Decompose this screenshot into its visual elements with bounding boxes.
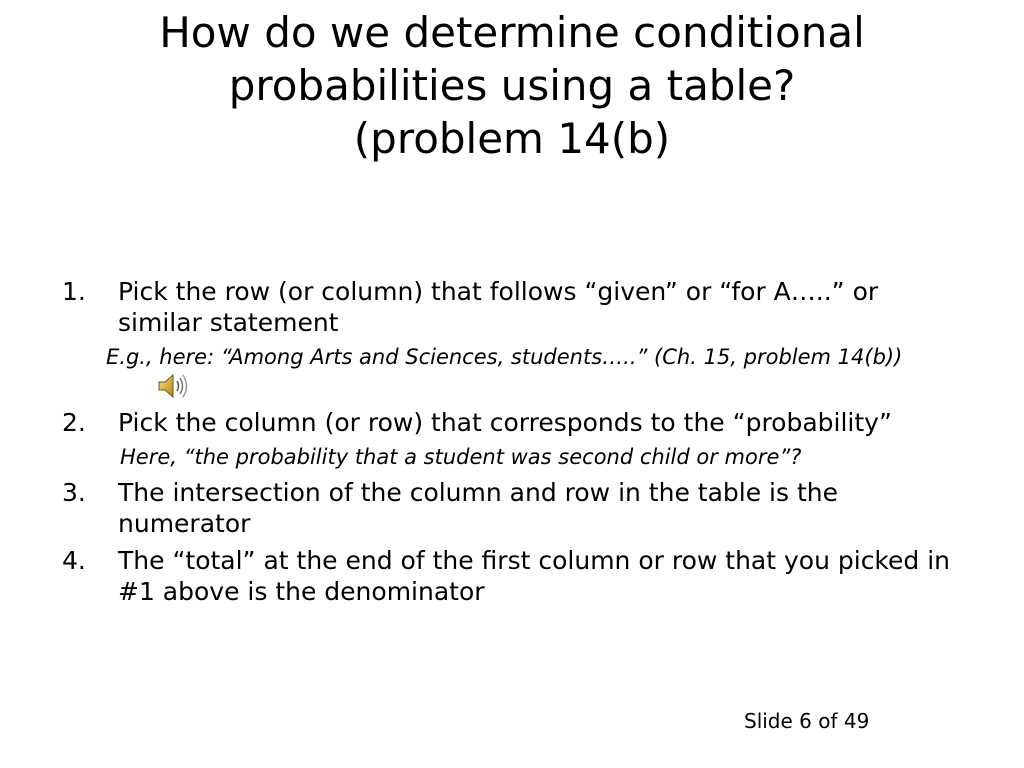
list-text: The “total” at the end of the first column or row that you picked in #1 above is the denominator (118, 546, 951, 606)
slide-title (40, 6, 984, 165)
probability-note (0, 444, 940, 471)
example-note (0, 344, 945, 401)
list-item-1 (0, 276, 958, 338)
list-item-2 (0, 407, 958, 438)
list-number: 3. (62, 478, 86, 507)
list-text: The intersection of the column and row in the table is the numerator (118, 478, 838, 538)
slide-number: Slide 6 of 49 (744, 709, 870, 733)
list-text: Pick the column (or row) that corresponds to the “probability” (118, 408, 892, 437)
title-line-1: How do we determine conditional (159, 8, 865, 57)
list-text: Pick the row (or column) that follows “given” or “for A…..” or similar statement (118, 277, 879, 337)
list-item-4 (0, 545, 958, 607)
example-text: E.g., here: “Among Arts and Sciences, students…..” (Ch. 15, problem 14(b)) (106, 345, 903, 369)
list-number: 4. (62, 546, 86, 575)
list-item-3 (0, 477, 958, 539)
title-line-3: (problem 14(b) (353, 114, 671, 163)
title-line-2: probabilities using a table? (228, 61, 796, 110)
slide-content (0, 276, 1024, 613)
probability-text: Here, “the probability that a student was second child or more”? (120, 445, 802, 469)
list-number: 2. (62, 408, 86, 437)
speaker-icon[interactable] (215, 371, 249, 401)
list-number: 1. (62, 277, 86, 306)
